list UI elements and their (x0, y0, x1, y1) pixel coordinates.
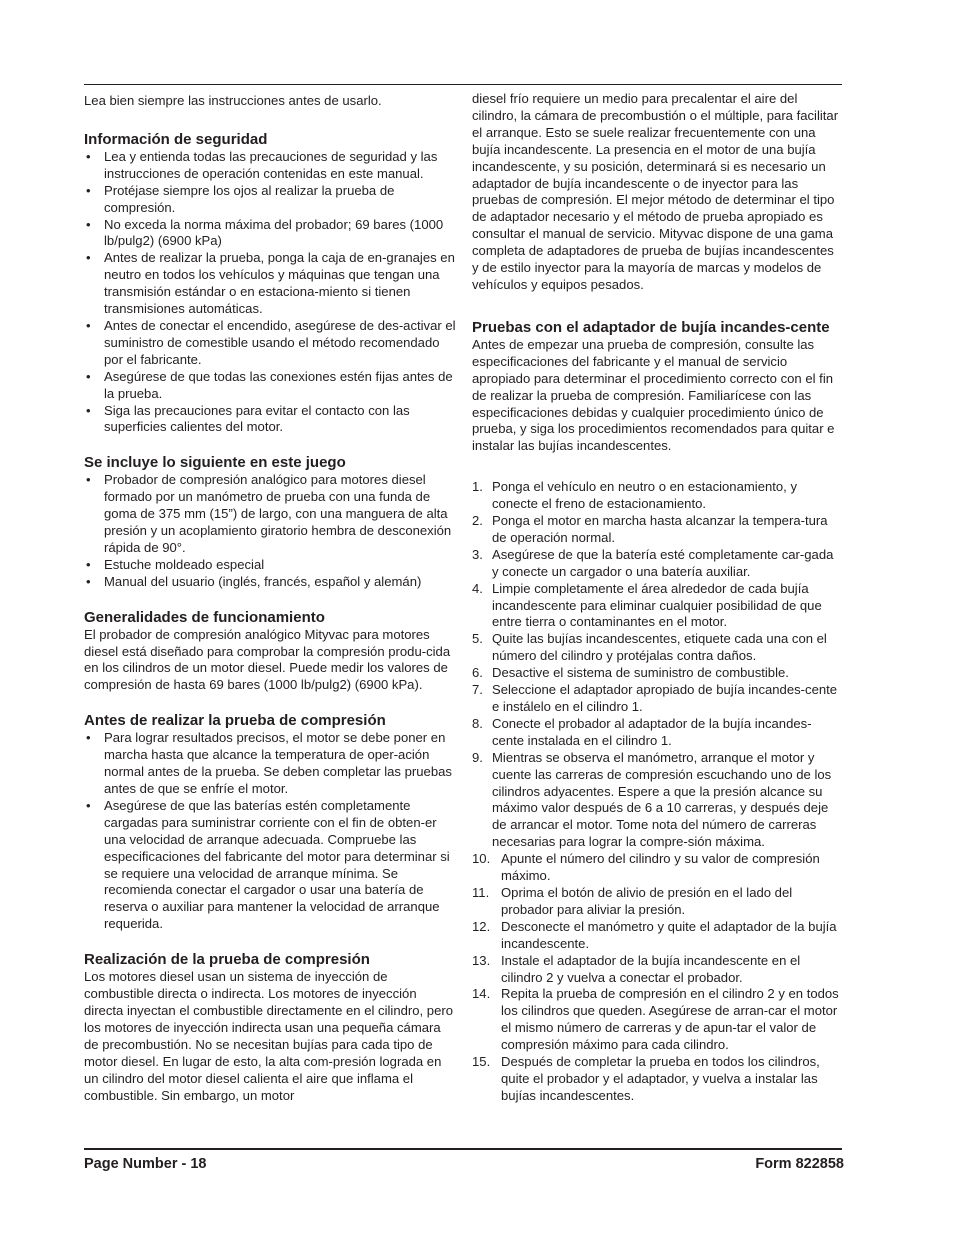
list-item: • Lea y entienda todas las precauciones de seguridad y las instrucciones de operación contenidas en este manual. (84, 149, 456, 183)
list-item: • Estuche moldeado especial (84, 557, 456, 574)
list-item: • Antes de realizar la prueba, ponga la caja de en-granajes en neutro en todos los vehículos y máquinas que tengan una transmisión estándar o en estaciona-miento si tienen transmisiones automáticas. (84, 250, 456, 318)
step-text: Limpie completamente el área alrededor de cada bujía incandescente para eliminar cualquier posibilidad de que entre tierra o contaminantes en el motor. (492, 580, 822, 630)
before-list (84, 730, 456, 933)
list-item: • Siga las precauciones para evitar el contacto con las superficies calientes del motor. (84, 403, 456, 437)
step-item (472, 716, 842, 750)
step-number: 13. (472, 952, 491, 968)
step-text: Apunte el número del cilindro y su valor de compresión máximo. (501, 851, 820, 884)
step-text: Desconecte el manómetro y quite el adaptador de la bujía incandescente. (501, 918, 837, 951)
step-number: 5. (472, 631, 483, 647)
step-number: 12. (472, 918, 491, 934)
list-item: • Antes de conectar el encendido, asegúrese de des-activar el suministro de comestible usando el método recomendado por el fabricante. (84, 318, 456, 369)
list-item: • No exceda la norma máxima del probador; 69 bares (1000 lb/pulg2) (6900 kPa) (84, 217, 456, 251)
step-number: 2. (472, 513, 483, 529)
step-text: Seleccione el adaptador apropiado de bujía incandes-cente e instálelo en el cilindro 1. (492, 682, 838, 714)
step-number: 14. (472, 986, 491, 1002)
general-heading: Generalidades de funcionamiento (84, 608, 325, 626)
step-text: Repita la prueba de compresión en el cilindro 2 y en todos los cilindros que queden. Asegúrese de arran-car el motor el mismo número de carreras y de apun-tar el valor de compresión máximo para cada cilindro. (501, 986, 839, 1053)
perform-text: Los motores diesel usan un sistema de inyección de combustible directa o indirecta. Los motores de inyección directa inyectan el combustible directamente en el cilindro, pero los motores de inyección indirecta usan una pequeña cámara de precombustión. No se necesitan bujías para cada tipo de motor diesel. En lugar de esto, la alta com-presión lograda en un cilindro del motor diesel calienta el aire que inflama el combustible. Sin embargo, un motor (84, 969, 454, 1103)
kit-list (84, 472, 456, 590)
list-item: • Protéjase siempre los ojos al realizar la prueba de compresión. (84, 183, 456, 217)
step-text: Instale el adaptador de la bujía incandescente en el cilindro 2 y vuelva a conectar el probador. (501, 952, 801, 985)
step-text: Después de completar la prueba en todos los cilindros, quite el probador y el adaptador, y vuelva a instalar las bujías incandescentes. (501, 1054, 820, 1103)
step-text: Ponga el vehículo en neutro o en estacionamiento, y conecte el freno de estacionamiento. (492, 479, 797, 512)
before-section (84, 711, 456, 933)
general-section (84, 608, 456, 695)
list-item: • Para lograr resultados precisos, el motor se debe poner en marcha hasta que alcance la temperatura de oper-ación normal antes de la prueba. Se deben completar las pruebas antes de que se enfríe el motor. (84, 730, 456, 798)
bottom-rule (84, 1148, 842, 1150)
step-item (472, 919, 842, 953)
step-item (472, 953, 842, 987)
step-number: 8. (472, 715, 483, 731)
step-text: Asegúrese de que la batería esté completamente car-gada y conecte un cargador o una batería auxiliar. (492, 546, 834, 579)
left-column (84, 91, 456, 1104)
step-item (472, 750, 842, 851)
step-number: 15. (472, 1054, 491, 1070)
step-item (472, 581, 842, 632)
step-item (472, 479, 842, 513)
perform-heading: Realización de la prueba de compresión (84, 951, 370, 969)
list-item: • Asegúrese de que todas las conexiones estén fijas antes de la prueba. (84, 369, 456, 403)
adapter-heading: Pruebas con el adaptador de bujía incandes-cente (472, 318, 830, 336)
step-number: 3. (472, 546, 483, 562)
step-item (472, 665, 842, 682)
safety-heading: Información de seguridad (84, 130, 268, 148)
perform-section (84, 950, 456, 1104)
step-item (472, 513, 842, 547)
page-number: Page Number - 18 (84, 1156, 207, 1172)
step-item (472, 631, 842, 665)
step-number: 4. (472, 580, 483, 596)
before-heading: Antes de realizar la prueba de compresión (84, 712, 386, 730)
form-number: Form 822858 (755, 1156, 844, 1172)
top-rule (84, 84, 842, 85)
intro-text: Lea bien siempre las instrucciones antes de usarlo. (84, 93, 382, 108)
steps-list (472, 479, 842, 1105)
step-text: Mientras se observa el manómetro, arranque el motor y cuente las carreras de compresión escuchando uno de los cilindros adyacentes. Espere a que la presión alcance su máximo valor después de 6 a 10 carreras, y después deje de arrancar el motor. Tome nota del número de carreras necesarias para lograr la compre-sión máxima. (492, 749, 832, 850)
adapter-text: Antes de empezar una prueba de compresión, consulte las especificaciones del fabricante y el manual de servicio apropiado para determinar el procedimiento correcto con el fin de realizar la prueba de compresión. Familiarícese con las especificaciones debidas y cualquier procedimiento único de prueba, y siga los procedimientos recomendados para quitar e instalar las bujías incandescentes. (472, 336, 835, 454)
step-item (472, 1054, 842, 1105)
step-text: Desactive el sistema de suministro de combustible. (492, 665, 789, 681)
safety-list (84, 149, 456, 436)
kit-section (84, 453, 456, 590)
step-number: 10. (472, 851, 491, 867)
step-text: Oprima el botón de alivio de presión en el lado del probador para aliviar la presión. (501, 884, 793, 917)
step-item (472, 547, 842, 581)
step-text: Quite las bujías incandescentes, etiquete cada una con el número del cilindro y protéjalas contra daños. (492, 631, 827, 664)
list-item: • Manual del usuario (inglés, francés, español y alemán) (84, 574, 456, 591)
continued-text: diesel frío requiere un medio para precalentar el aire del cilindro, la cámara de precombustión o el múltiple, para facilitar el arranque. Esto se suele realizar frecuentemente con una bujía incandescente. La presencia en el motor de una bujía incandescente, y su posición, determinará si es necesario un adaptador de bujía incandescente o de inyector para las pruebas de compresión. El mejor método de determinar el tipo de adaptador necesario y el método de prueba apropiado es consultar el manual de servicio. Mityvac dispone de una gama completa de adaptadores de prueba de bujías incandescentes y de estilo inyector para la mayoría de marcas y modelos de vehículos y equipos pesados. (472, 91, 839, 292)
list-item: • Asegúrese de que las baterías estén completamente cargadas para suministrar corriente con el fin de obten-er una velocidad de arranque adecuada. Compruebe las especificaciones del fabricante del motor para determinar si se requiere una velocidad de arranque mínima. Se recomienda conectar el cargador o usar una batería de reserva o auxiliar para mantener la velocidad de arranque requerida. (84, 798, 456, 933)
step-number: 7. (472, 682, 483, 698)
kit-heading: Se incluye lo siguiente en este juego (84, 454, 346, 472)
general-text: El probador de compresión analógico Mityvac para motores diesel está diseñado para comprobar la compresión produ-cida en los cilindros de un motor diesel. Puede medir los valores de compresión de hasta 69 bares (1000 lb/pulg2) (6900 kPa). (84, 626, 451, 693)
step-item (472, 851, 842, 885)
step-item (472, 682, 842, 716)
step-item (472, 986, 842, 1054)
step-text: Ponga el motor en marcha hasta alcanzar la tempera-tura de operación normal. (492, 513, 828, 545)
step-number: 1. (472, 479, 483, 495)
step-number: 6. (472, 665, 483, 681)
step-number: 9. (472, 749, 483, 765)
step-item (472, 885, 842, 919)
right-column (472, 91, 842, 1105)
step-text: Conecte el probador al adaptador de la bujía incandes-cente instalada en el cilindro 1. (492, 715, 812, 748)
list-item: • Probador de compresión analógico para motores diesel formado por un manómetro de prueba con una funda de goma de 375 mm (15”) de largo, con una manguera de alta presión y un acoplamiento giratorio hembra de desconexión rápida de 90°. (84, 472, 456, 557)
step-number: 11. (472, 884, 490, 900)
safety-section (84, 130, 456, 436)
